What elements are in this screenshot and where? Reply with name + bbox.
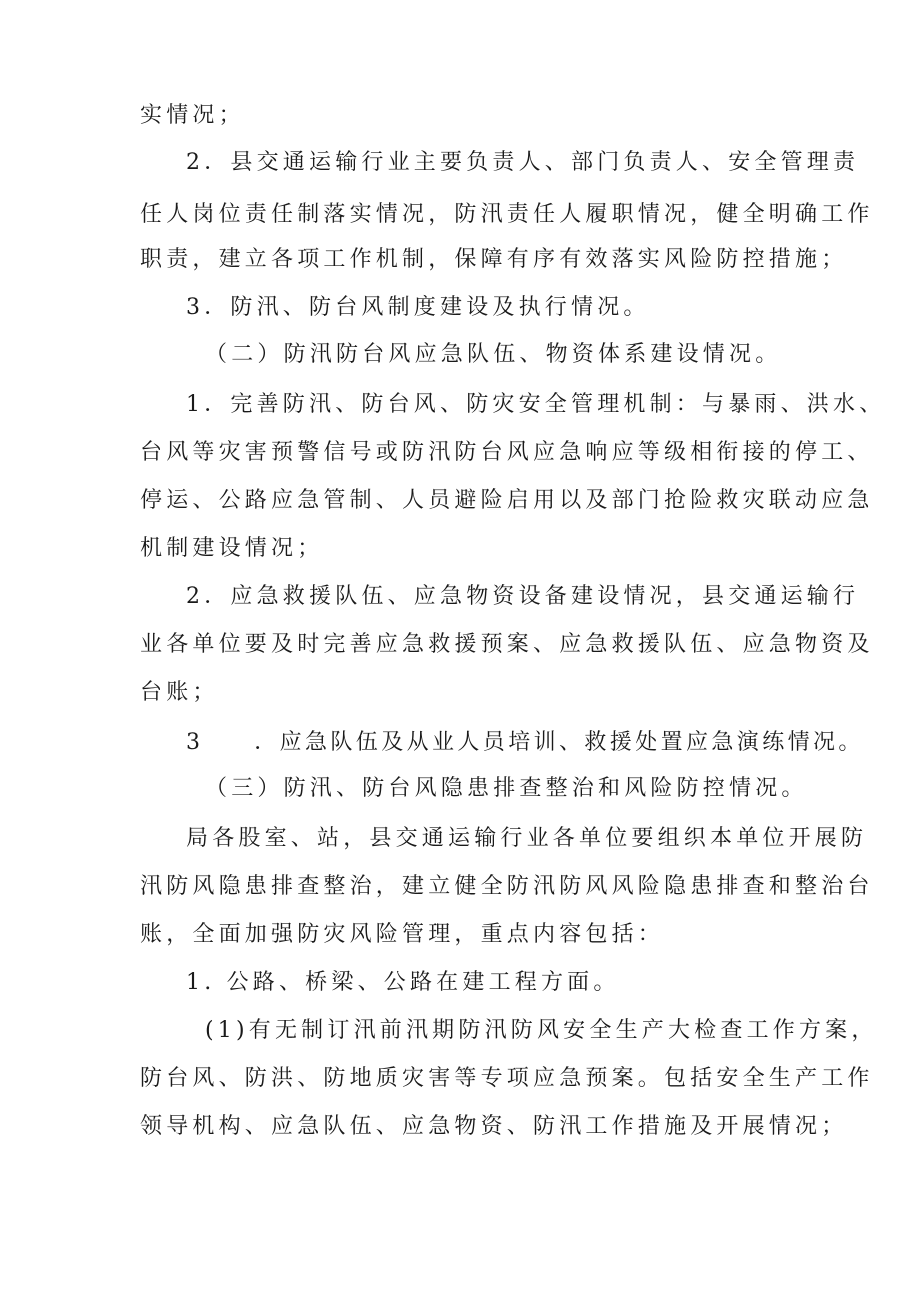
section-heading-3: （三）防汛、防台风隐患排查整治和风险防控情况。 [205, 776, 808, 801]
text-line-8: 台风等灾害预警信号或防汛防台风应急响应等级相衔接的停工、 [140, 440, 874, 465]
text-line-11: 2．应急救援队伍、应急物资设备建设情况，县交通运输行 [186, 584, 860, 609]
text-line-1: 实情况； [140, 103, 245, 128]
text-line-3: 任人岗位责任制落实情况，防汛责任人履职情况，健全明确工作 [140, 202, 874, 227]
text-line-2: 2．县交通运输行业主要负责人、部门负责人、安全管理责 [186, 150, 860, 175]
text-line-5: 3．防汛、防台风制度建设及执行情况。 [186, 295, 650, 320]
text-line-14: 3 ．应急队伍及从业人员培训、救援处置应急演练情况。 [186, 730, 864, 755]
text-line-20: (1)有无制订汛前汛期防汛防风安全生产大检查工作方案， [205, 1018, 878, 1043]
text-line-18: 账，全面加强防灾风险管理，重点内容包括： [140, 922, 665, 947]
text-line-7: 1．完善防汛、防台风、防灾安全管理机制：与暴雨、洪水、 [186, 392, 886, 417]
text-line-22: 领导机构、应急队伍、应急物资、防汛工作措施及开展情况； [140, 1114, 848, 1139]
text-line-4: 职责，建立各项工作机制，保障有序有效落实风险防控措施； [140, 247, 848, 272]
text-line-17: 汛防风隐患排查整治，建立健全防汛防风风险隐患排查和整治台 [140, 874, 874, 899]
text-line-12: 业各单位要及时完善应急救援预案、应急救援队伍、应急物资及 [140, 632, 874, 657]
text-line-10: 机制建设情况； [140, 536, 324, 561]
text-line-16: 局各股室、站，县交通运输行业各单位要组织本单位开展防 [186, 826, 868, 851]
text-line-13: 台账； [140, 680, 219, 705]
section-heading-2: （二）防汛防台风应急队伍、物资体系建设情况。 [205, 342, 782, 367]
text-line-21: 防台风、防洪、防地质灾害等专项应急预案。包括安全生产工作 [140, 1066, 874, 1091]
subsection-heading-1: 1. 公路、桥梁、公路在建工程方面。 [186, 970, 620, 995]
text-line-9: 停运、公路应急管制、人员避险启用以及部门抢险救灾联动应急 [140, 488, 874, 513]
